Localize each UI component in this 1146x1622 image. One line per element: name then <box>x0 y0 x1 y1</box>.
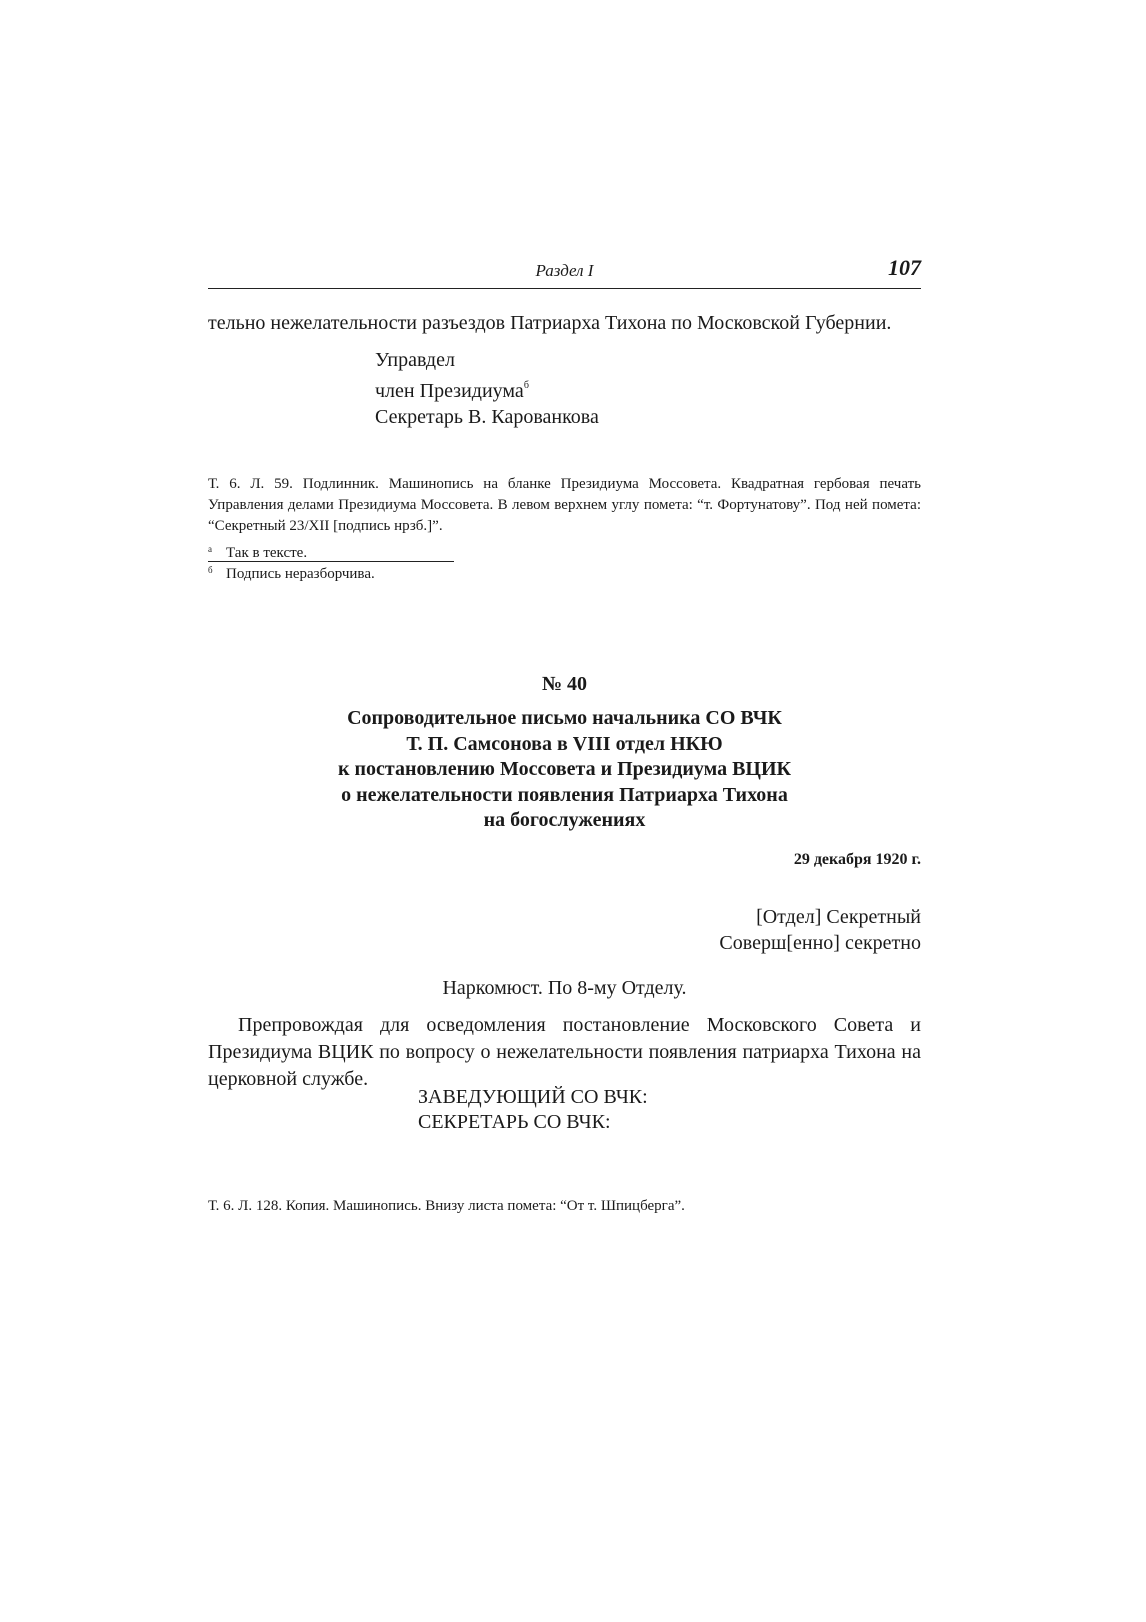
page-number: 107 <box>888 255 921 280</box>
footnote-text: Так в тексте. <box>226 545 308 561</box>
stamp-line: [Отдел] Секретный <box>756 906 921 928</box>
signature-secretary: СЕКРЕТАРЬ СО ВЧК: <box>418 1111 611 1133</box>
footnote-text: Подпись неразборчива. <box>226 566 375 582</box>
title-line: Сопроводительное письмо начальника СО ВЧК <box>347 707 782 729</box>
stamp-line: Соверш[енно] секретно <box>719 932 921 954</box>
footnote-reference: б <box>523 380 529 391</box>
continuation-paragraph: тельно нежелательности разъездов Патриарха Тихона по Московской Губернии. <box>208 312 892 334</box>
archival-note-2: Т. 6. Л. 128. Копия. Машинопись. Внизу листа помета: “От т. Шпицберга”. <box>208 1198 685 1214</box>
footnote-mark: а <box>208 544 212 554</box>
secrecy-stamp <box>208 904 921 956</box>
section-title: Раздел I <box>535 261 594 280</box>
signature-line-secretary: Секретарь В. Карованкова <box>375 406 599 428</box>
document-body: Препровождая для осведомления постановление Московского Совета и Президиума ВЦИК по вопросу о нежелательности появления патриарха Тихона на церковной службе. <box>208 1014 921 1090</box>
title-line: о нежелательности появления Патриарха Тихона <box>341 783 788 806</box>
footnote-b <box>208 565 375 583</box>
signature-line-presidium <box>375 380 529 403</box>
footnote-a <box>208 544 307 562</box>
document-date: 29 декабря 1920 г. <box>793 851 921 868</box>
signature-head: ЗАВЕДУЮЩИЙ СО ВЧК: <box>418 1086 648 1108</box>
title-line: к постановлению Моссовета и Президиума ВЦИК <box>337 758 792 780</box>
title-line: на богослужениях <box>483 809 646 831</box>
document-title <box>208 706 921 834</box>
signature-line-upravdel: Управдел <box>375 349 455 371</box>
document-number: № 40 <box>541 673 588 695</box>
title-line: Т. П. Самсонова в VIII отдел НКЮ <box>406 732 723 755</box>
addressee: Наркомюст. По 8-му Отделу. <box>442 977 687 999</box>
archival-note-1: Т. 6. Л. 59. Подлинник. Машинопись на бланке Президиума Моссовета. Квадратная гербовая печать Управления делами Президиума Моссовета. В левом верхнем углу помета: “т. Фортунатову”. Под ней помета: “Секретный 23/XII [подпись нрзб.]”. <box>208 476 921 534</box>
signature-line-presidium-text: член Президиума <box>375 380 524 402</box>
running-head <box>208 255 921 289</box>
footnote-mark: б <box>208 565 213 575</box>
